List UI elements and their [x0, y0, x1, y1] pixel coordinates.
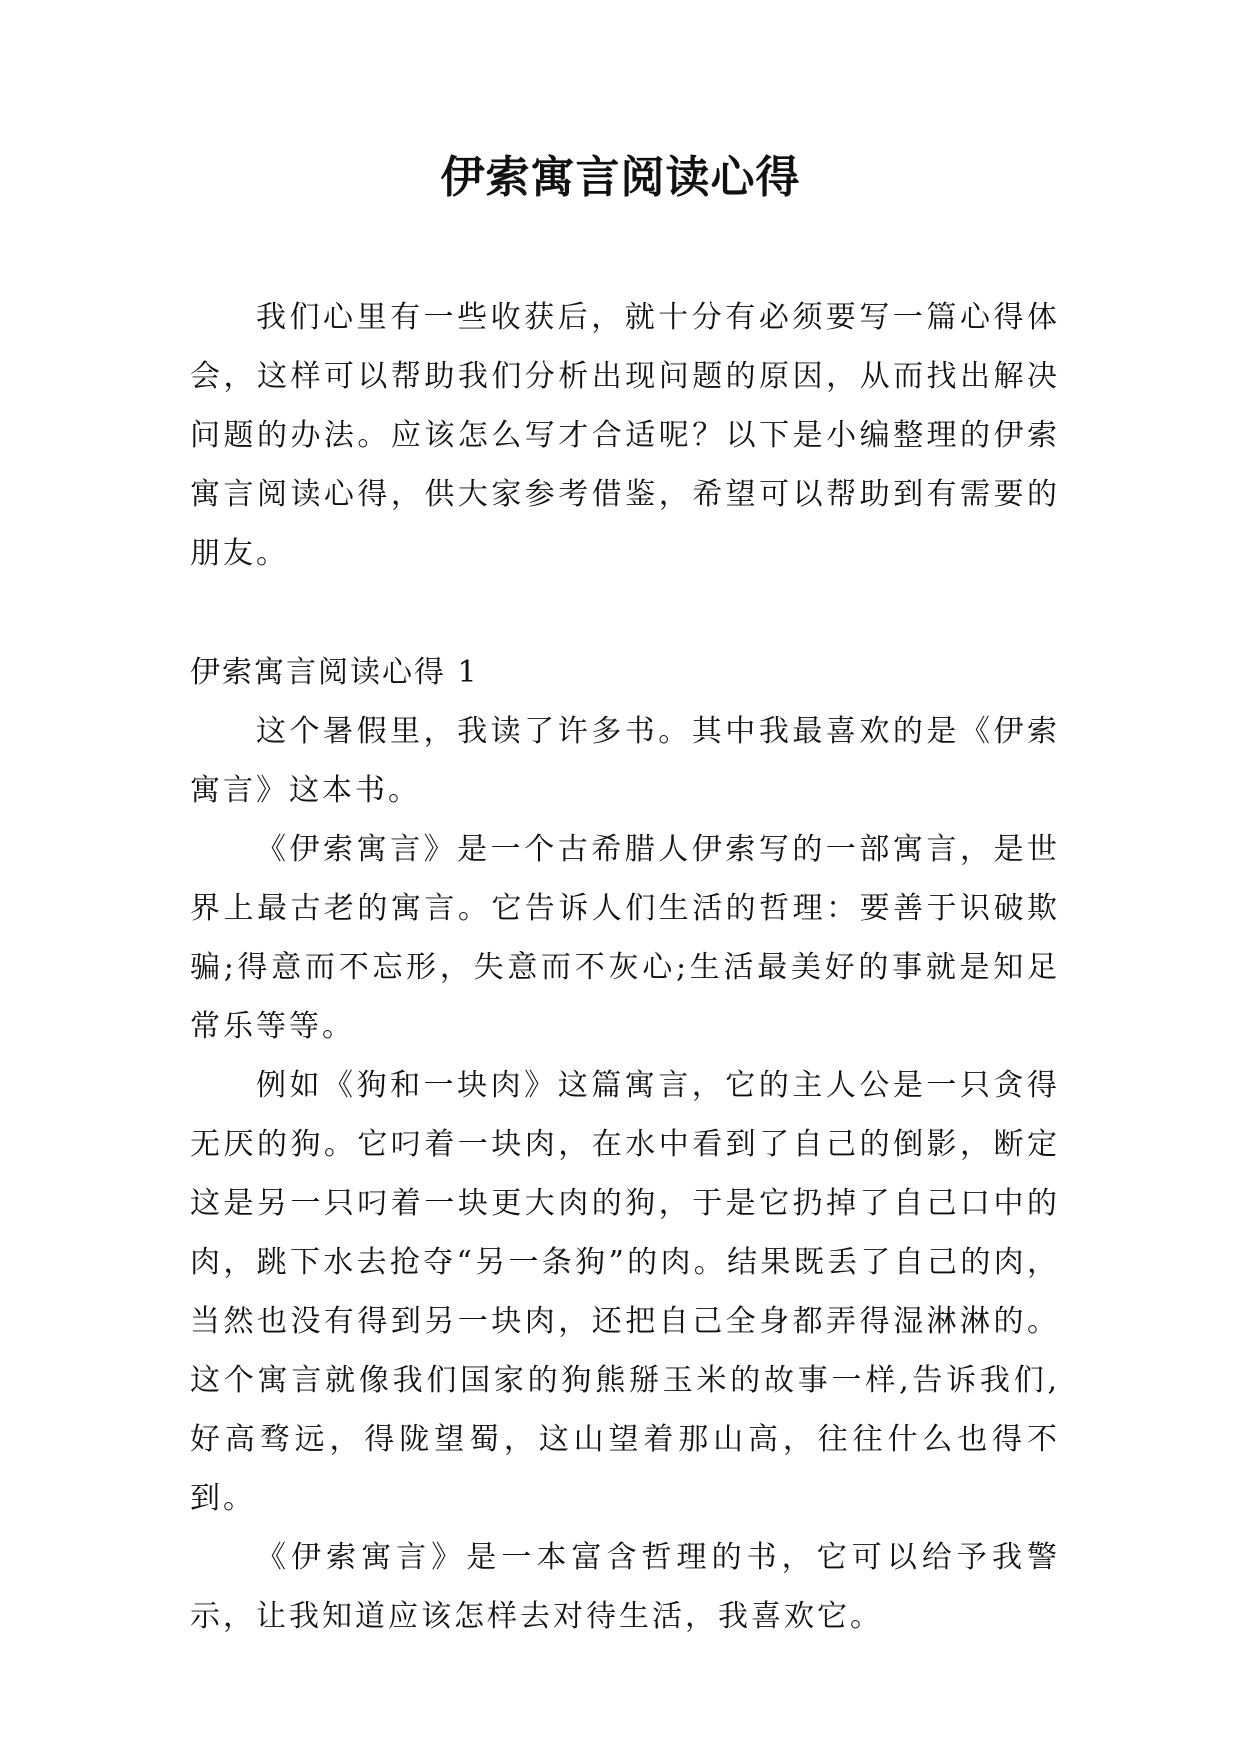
intro-paragraph: 我们心里有一些收获后，就十分有必须要写一篇心得体会，这样可以帮助我们分析出现问题的原因，从而找出解决问题的办法。应该怎么写才合适呢？以下是小编整理的伊索寓言阅读心得，供大家参考借鉴，希望可以帮助到有需要的朋友。	[190, 300, 1060, 571]
body-paragraph-4: 《伊索寓言》是一本富含哲理的书，它可以给予我警示，让我知道应该怎样去对待生活，我喜欢它。	[190, 1540, 1060, 1634]
document-title: 伊索寓言阅读心得	[440, 152, 801, 203]
document-body	[190, 288, 1060, 1646]
body-paragraph-2: 《伊索寓言》是一个古希腊人伊索写的一部寓言，是世界上最古老的寓言。它告诉人们生活的哲理：要善于识破欺骗;得意而不忘形，失意而不灰心;生活最美好的事就是知足常乐等等。	[190, 832, 1060, 1044]
section-heading: 伊索寓言阅读心得 1	[190, 655, 479, 690]
body-paragraph-3: 例如《狗和一块肉》这篇寓言，它的主人公是一只贪得无厌的狗。它叼着一块肉，在水中看到了自己的倒影，断定这是另一只叼着一块更大肉的狗，于是它扔掉了自己口中的肉，跳下水去抢夺“另一条狗”的肉。结果既丢了自己的肉，当然也没有得到另一块肉，还把自己全身都弄得湿淋淋的。这个寓言就像我们国家的狗熊掰玉米的故事一样,告诉我们,好高骛远，得陇望蜀，这山望着那山高，往往什么也得不到。	[190, 1068, 1060, 1516]
body-paragraph-1: 这个暑假里，我读了许多书。其中我最喜欢的是《伊索寓言》这本书。	[190, 714, 1060, 808]
